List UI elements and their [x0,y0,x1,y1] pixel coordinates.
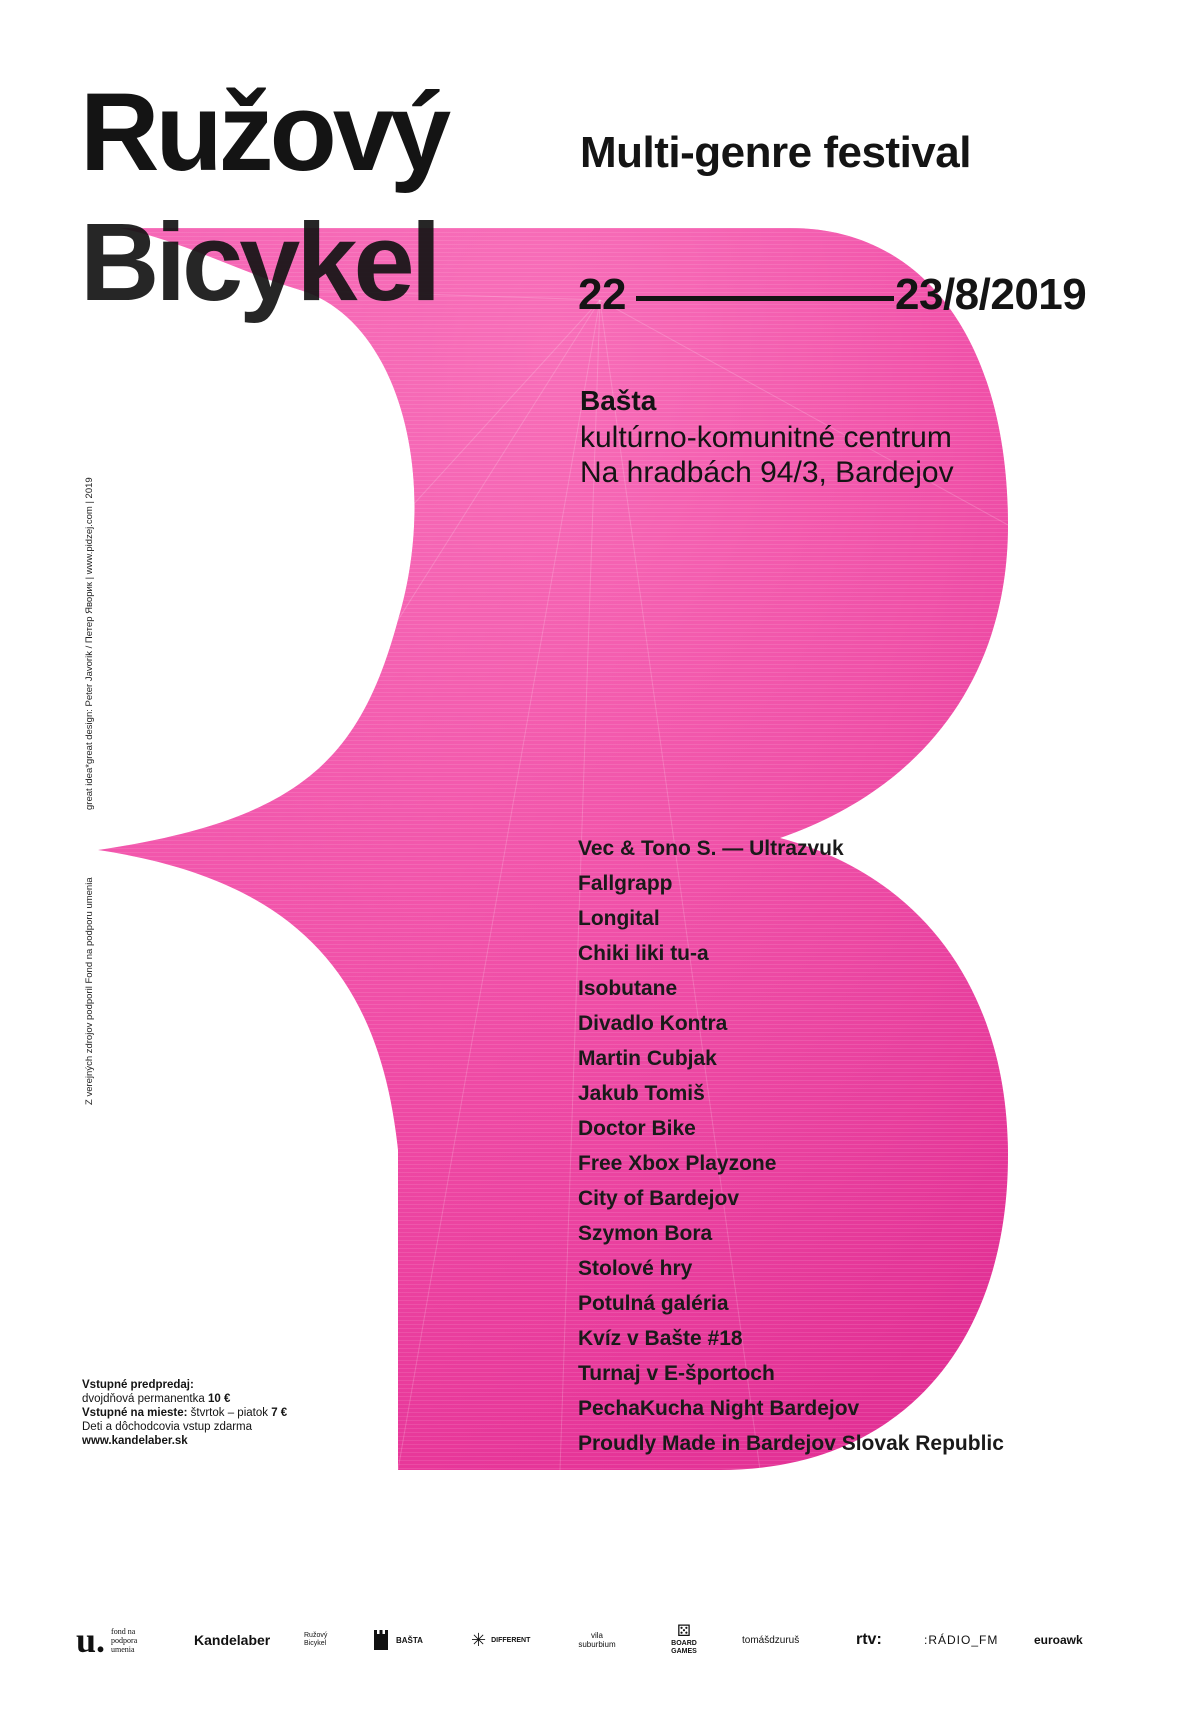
dice-icon: ⚄ [677,1623,691,1640]
presale-label: Vstupné predpredaj: [82,1379,194,1391]
venue-address: Na hradbách 94/3, Bardejov [580,456,954,489]
vila-suburbium-logo: vila suburbium [578,1631,616,1649]
asterisk-icon: ✳ [471,1629,487,1650]
program-item: Potulná galéria [578,1292,729,1315]
festival-subtitle: Multi-genre festival [580,128,971,177]
tomas-dzurus-logo: tomášdzuruš [742,1634,800,1646]
radio-fm-logo: :RÁDIO_FM [924,1633,999,1647]
ruzovy-bicykel-logo: Ružový Bicykel [304,1632,328,1647]
onsite-text: štvrtok – piatok [190,1407,268,1419]
program-item: Kvíz v Bašte #18 [578,1327,743,1350]
program-list [578,831,1004,1461]
onsite-label: Vstupné na mieste: [82,1407,188,1419]
venue-name: Bašta [580,385,657,416]
program-item: Proudly Made in Bardejov Slovak Republic [578,1432,1004,1455]
onsite-line [82,1406,287,1420]
ticket-info [82,1378,287,1448]
website-link[interactable]: www.kandelaber.sk [82,1435,188,1447]
program-item: PechaKucha Night Bardejov [578,1397,860,1420]
euroawk-logo: euroawk [1034,1633,1083,1647]
festival-title-line2: Bicykel [80,201,438,324]
date-range-line [636,296,894,301]
different-logo: ✳ DIFFERENT [471,1629,531,1650]
tower-icon [372,1630,390,1650]
basta-logo: BAŠTA [372,1615,423,1665]
program-item: Doctor Bike [578,1117,696,1140]
sponsor-logos [76,1615,1126,1665]
fpu-logo: u. fond na podpora umenia [76,1620,138,1660]
program-item: Chiki liki tu-a [578,942,709,965]
program-item: Isobutane [578,977,678,1000]
program-item: Free Xbox Playzone [578,1152,777,1175]
rtv-logo: rtv: [856,1631,882,1648]
program-item: City of Bardejov [578,1187,740,1210]
support-credit: Z verejných zdrojov podporil Fond na podporu umenia [84,877,95,1105]
program-item: Divadlo Kontra [578,1012,728,1035]
program-item: Turnaj v E-športoch [578,1362,775,1385]
presale-price: 10 € [207,1393,231,1405]
venue-type: kultúrno-komunitné centrum [580,421,952,454]
board-games-logo: ⚄ BOARD GAMES [671,1623,697,1655]
free-entry-text: Deti a dôchodcovia vstup zdarma [82,1421,253,1433]
onsite-price: 7 € [271,1407,288,1419]
program-item: Jakub Tomiš [578,1082,705,1105]
presale-text: dvojdňová permanentka [82,1393,205,1405]
program-item: Szymon Bora [578,1222,713,1245]
program-item: Martin Cubjak [578,1047,717,1070]
program-item: Stolové hry [578,1257,693,1280]
program-item: Vec & Tono S. — Ultrazvuk [578,837,844,860]
festival-title-line1: Ružový [80,71,448,194]
design-credit: great idea*great design: Peter Javorik / Петер Яворик | www.pidzej.com | 2019 [84,477,95,810]
program-item: Longital [578,907,660,930]
date-start: 22 [578,270,626,319]
kandelaber-logo: Kandelaber [194,1632,271,1648]
program-item: Fallgrapp [578,872,673,895]
date-end: 23/8/2019 [895,270,1087,319]
presale-line [82,1392,287,1406]
